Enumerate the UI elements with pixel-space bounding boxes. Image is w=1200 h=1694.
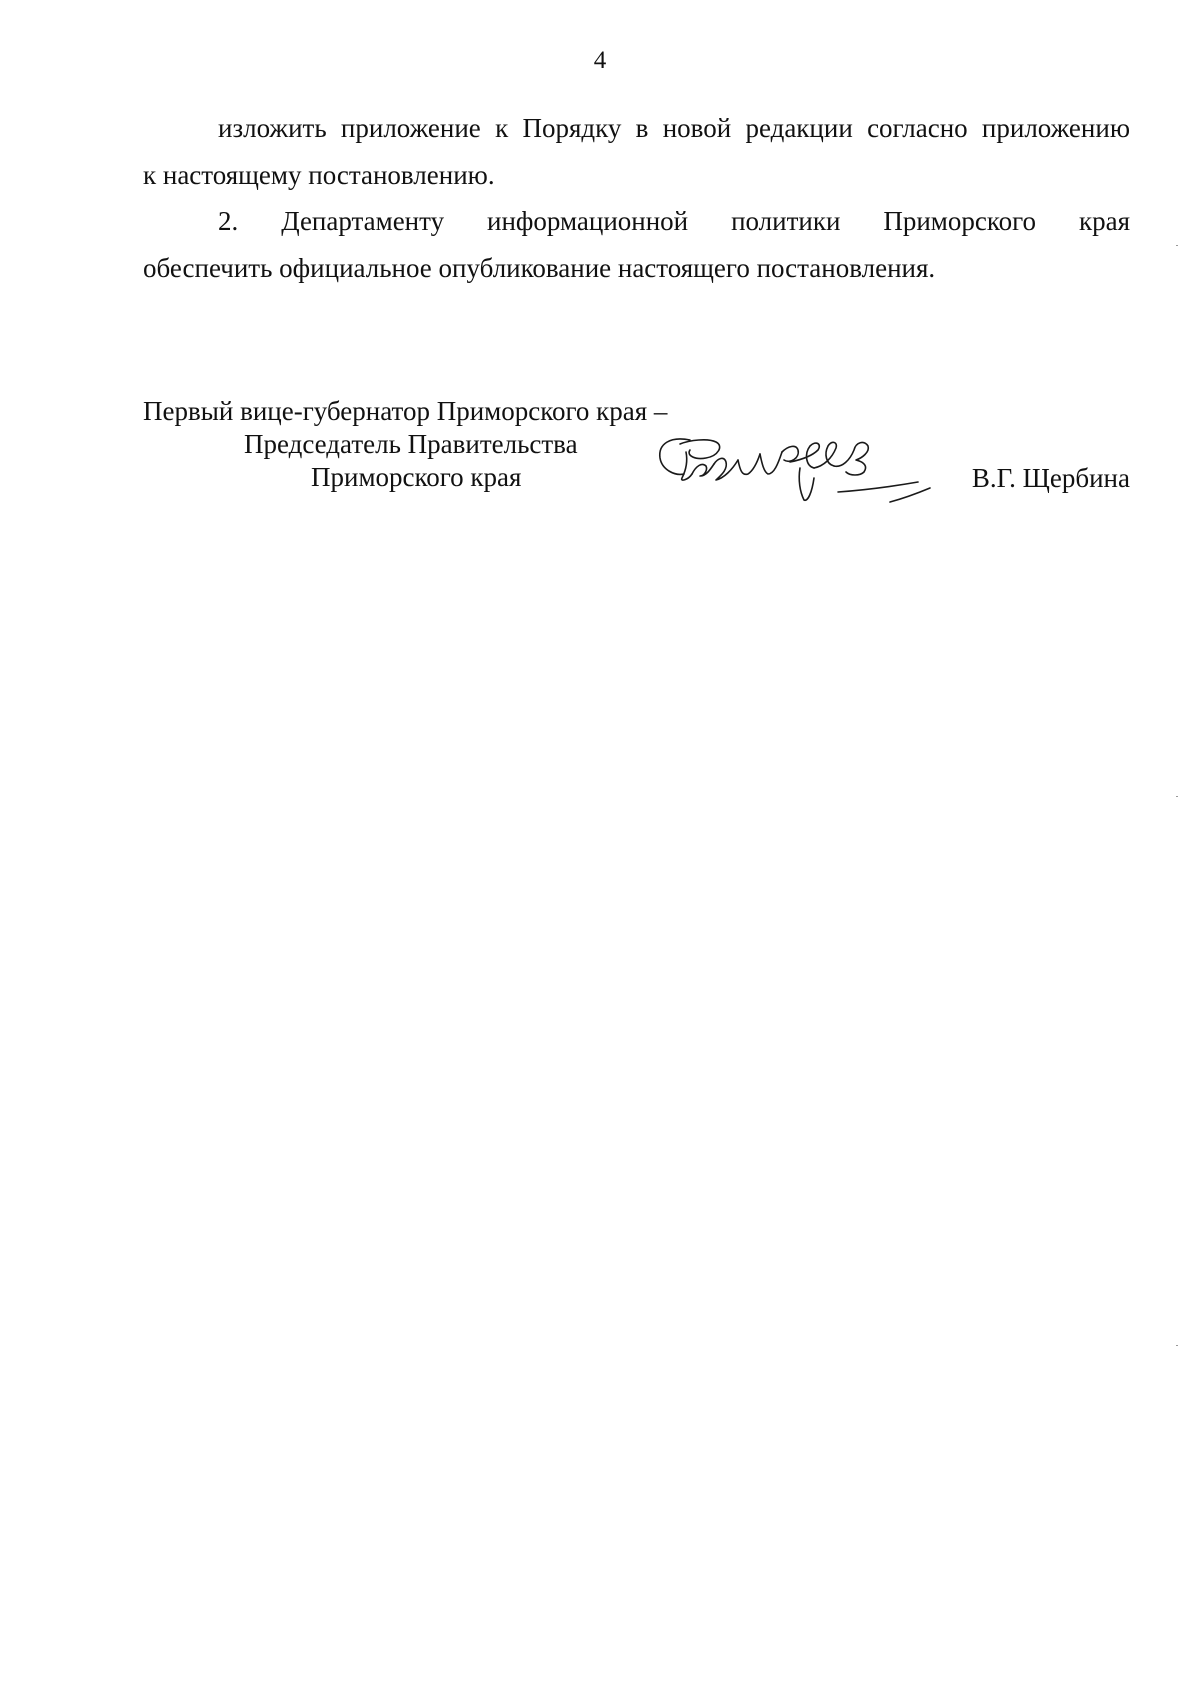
paragraph-1 xyxy=(143,105,1130,199)
scan-artifact xyxy=(1176,1345,1178,1346)
page-number: 4 xyxy=(593,47,607,74)
scan-artifact xyxy=(1176,245,1178,246)
signer-name: В.Г. Щербина xyxy=(971,463,1130,493)
paragraph-2-line-1: 2. Департаменту информационной политики Приморского края xyxy=(218,206,1130,236)
paragraph-2-line-2: обеспечить официальное опубликование настоящего постановления. xyxy=(143,253,936,283)
signer-title-line-1: Первый вице-губернатор Приморского края – xyxy=(143,396,668,426)
signer-title-line-2: Председатель Правительства xyxy=(244,429,578,459)
scan-artifact xyxy=(1176,796,1178,797)
paragraph-1-line-2: к настоящему постановлению. xyxy=(143,160,495,190)
paragraph-1-line-1: изложить приложение к Порядку в новой редакции согласно приложению xyxy=(218,113,1130,143)
signer-title-line-3: Приморского края xyxy=(311,462,522,492)
paragraph-2 xyxy=(143,198,1130,292)
handwritten-signature xyxy=(650,430,980,530)
